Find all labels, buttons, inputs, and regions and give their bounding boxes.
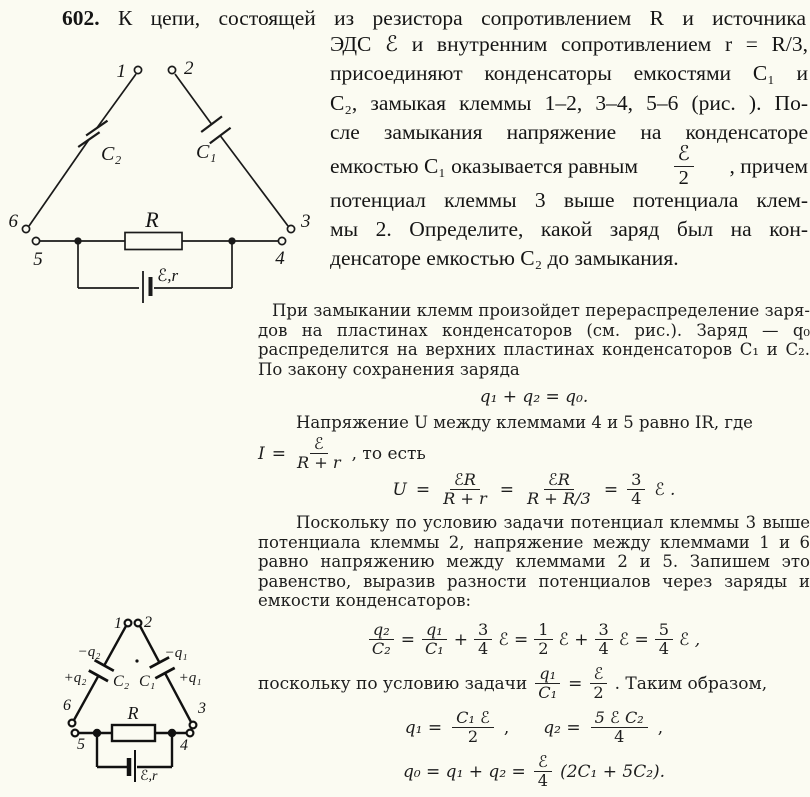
fraction-numerator: q₁ bbox=[535, 665, 560, 685]
wire bbox=[97, 74, 136, 128]
formula-tail: ℰ , bbox=[679, 629, 701, 650]
charges-result-formula bbox=[258, 705, 810, 751]
formula-lhs: U bbox=[392, 479, 407, 500]
fraction bbox=[595, 621, 613, 659]
fraction-denominator: 2 bbox=[678, 167, 689, 190]
problem-right-column bbox=[330, 30, 808, 274]
fraction-denominator: 4 bbox=[537, 771, 549, 791]
fraction-denominator: 2 bbox=[538, 639, 549, 659]
emf-label: ℰ,r bbox=[157, 266, 179, 285]
solution-line: равно напряжению между клеммами 2 и 5. Запишем это bbox=[258, 552, 810, 572]
fraction bbox=[452, 709, 494, 747]
problem-number: 602. bbox=[62, 6, 100, 30]
equals-sign: = bbox=[271, 443, 286, 464]
capacitor-c2-plate bbox=[95, 660, 114, 671]
fraction-numerator: ℰ bbox=[590, 665, 608, 685]
fraction-numerator: 1 bbox=[534, 621, 552, 641]
terminal-1-label: 1 bbox=[116, 61, 126, 82]
charge-plus-q1-label: +q₁ bbox=[178, 670, 202, 686]
terminal-3 bbox=[190, 722, 197, 729]
formula-pre: поскольку по условию задачи bbox=[258, 673, 528, 694]
fraction-numerator: 3 bbox=[627, 471, 645, 491]
solution-line: распределится на верхних пластинах конденсаторов C₁ и C₂. bbox=[258, 340, 810, 360]
wire bbox=[140, 626, 159, 663]
problem-line: C₂, замыкая клеммы 1–2, 3–4, 5–6 (рис. ). По- bbox=[330, 90, 808, 115]
junction-dot bbox=[75, 238, 81, 244]
fraction-denominator: 2 bbox=[593, 683, 604, 703]
fraction bbox=[368, 621, 395, 659]
open-circuit-labels bbox=[9, 58, 311, 285]
terminal-1 bbox=[125, 620, 132, 627]
terminal-3-label: 3 bbox=[198, 700, 206, 717]
formula-tail: (2C₁ + 5C₂). bbox=[560, 761, 666, 782]
potential-equality-formula bbox=[258, 617, 810, 663]
equals-sign: = bbox=[568, 673, 583, 694]
terminal-5 bbox=[32, 237, 39, 244]
terminal-6 bbox=[22, 225, 29, 232]
solution-line: При замыкании клемм произойдет перераспределение заря- bbox=[272, 301, 810, 320]
emf-label: ℰ,r bbox=[140, 769, 158, 784]
fraction bbox=[589, 665, 607, 703]
formula-tail: , bbox=[657, 717, 664, 738]
separator-comma: , bbox=[503, 717, 510, 738]
terminal-6 bbox=[69, 720, 76, 727]
terminal-4-label: 4 bbox=[180, 737, 188, 754]
formula-mid: ℰ + bbox=[558, 629, 589, 650]
fraction-numerator: ℰR bbox=[544, 471, 574, 491]
fraction bbox=[534, 621, 552, 659]
terminal-2 bbox=[135, 620, 142, 627]
formula-lhs: q₁ = bbox=[404, 717, 443, 738]
problem-line: присоединяют конденсаторы емкостями C₁ и bbox=[330, 61, 808, 86]
fraction-denominator: C₂ bbox=[371, 639, 391, 659]
resistor-box bbox=[125, 233, 182, 250]
wire bbox=[175, 74, 212, 124]
terminal-2-label: 2 bbox=[144, 614, 152, 631]
fraction-denominator: R + r bbox=[296, 453, 341, 473]
terminal-5-label: 5 bbox=[33, 249, 43, 270]
terminal-2 bbox=[168, 66, 175, 73]
equals-sign: = bbox=[603, 479, 619, 500]
formula-mid: ℰ = bbox=[618, 629, 649, 650]
fraction bbox=[439, 471, 491, 509]
equals-sign: = bbox=[415, 479, 431, 500]
terminal-4-label: 4 bbox=[275, 248, 285, 269]
formula-lhs: q₂ = bbox=[543, 717, 581, 738]
capacitor-c2-label: C₂ bbox=[113, 673, 130, 690]
problem-line: потенциал клеммы 3 выше потенциала клем- bbox=[330, 187, 808, 212]
fraction-numerator: ℰR bbox=[450, 471, 480, 491]
wire bbox=[220, 136, 288, 226]
emf-over-2-fraction bbox=[674, 143, 694, 191]
fraction bbox=[655, 621, 673, 659]
fraction bbox=[474, 621, 492, 659]
fraction bbox=[534, 665, 561, 703]
fraction-numerator: q₁ bbox=[422, 621, 447, 641]
fraction bbox=[293, 435, 345, 473]
wire bbox=[29, 140, 89, 226]
solution-column bbox=[258, 301, 810, 793]
fraction-numerator: ℰ bbox=[674, 143, 694, 167]
fraction-numerator: ℰ bbox=[310, 435, 328, 455]
problem-intro: К цепи, состоящей из резистора сопротивлением R и источника bbox=[117, 6, 807, 30]
fraction-denominator: 4 bbox=[478, 639, 489, 659]
fraction-numerator: C₁ ℰ bbox=[452, 709, 494, 729]
condition-formula-line bbox=[258, 663, 810, 705]
voltage-formula bbox=[258, 467, 810, 513]
fraction-denominator: C₁ bbox=[424, 639, 444, 659]
fraction-numerator: 3 bbox=[595, 621, 613, 641]
terminal-5-label: 5 bbox=[77, 736, 85, 753]
terminal-3-label: 3 bbox=[301, 211, 311, 232]
terminal-1 bbox=[134, 66, 141, 73]
terminal-1-label: 1 bbox=[114, 615, 122, 632]
fraction-numerator: ℰ bbox=[534, 753, 552, 773]
problem-fraction-line bbox=[330, 142, 808, 190]
terminal-6-label: 6 bbox=[63, 697, 71, 714]
closed-circuit-diagram bbox=[45, 598, 260, 797]
fraction-denominator: 2 bbox=[467, 727, 479, 747]
charge-plus-q2-label: +q₂ bbox=[63, 670, 87, 686]
fraction-denominator: R + r bbox=[443, 489, 487, 509]
fraction-denominator: 4 bbox=[598, 639, 609, 659]
fraction-numerator: 5 bbox=[655, 621, 673, 641]
capacitor-c1-label: C₁ bbox=[139, 673, 156, 690]
terminal-2-label: 2 bbox=[184, 58, 194, 79]
capacitor-c1-plate bbox=[155, 668, 174, 678]
open-circuit-diagram bbox=[0, 57, 322, 309]
formula-post: , то есть bbox=[351, 443, 426, 464]
junction-dot bbox=[94, 730, 100, 736]
capacitor-c2-label: C₂ bbox=[101, 143, 122, 165]
charge-minus-q1-label: −q₁ bbox=[164, 645, 188, 661]
terminal-4 bbox=[187, 730, 194, 737]
fraction bbox=[591, 709, 648, 747]
equals-sign: = bbox=[499, 479, 515, 500]
terminal-4 bbox=[278, 237, 285, 244]
solution-line: По закону сохранения заряда bbox=[258, 359, 520, 379]
fraction-line-pre: емкостью C₁ оказывается равным bbox=[330, 154, 638, 179]
resistor-box bbox=[112, 725, 155, 741]
problem-line: денсаторе емкостью C₂ до замыкания. bbox=[330, 246, 679, 271]
solution-line: емкости конденсаторов: bbox=[258, 591, 472, 611]
fraction-denominator: C₁ bbox=[538, 683, 558, 703]
terminal-3 bbox=[287, 225, 294, 232]
equals-sign: = bbox=[400, 629, 415, 650]
solution-line: потенциала клеммы 2, напряжение между клеммами 1 и 6 bbox=[258, 532, 810, 552]
solution-line: Поскольку по условию задачи потенциал клеммы 3 выше bbox=[296, 512, 810, 532]
fraction-numerator: 5 ℰ C₂ bbox=[591, 709, 648, 729]
fraction-denominator: 4 bbox=[614, 727, 625, 747]
formula-tail: ℰ . bbox=[654, 479, 676, 500]
problem-line: сле замыкания напряжение на конденсаторе bbox=[330, 120, 808, 145]
fraction-denominator: R + R/3 bbox=[527, 489, 591, 509]
solution-line: дов на пластинах конденсаторов (см. рис.). Заряд — q₀ bbox=[258, 320, 810, 340]
formula-post: . Таким образом, bbox=[614, 673, 768, 694]
total-charge-formula bbox=[258, 751, 810, 793]
fraction-denominator: 4 bbox=[658, 639, 670, 659]
junction-dot bbox=[169, 730, 175, 736]
capacitor-c1-label: C₁ bbox=[196, 141, 217, 163]
fraction-numerator: 3 bbox=[474, 621, 492, 641]
problem-line: ЭДС ℰ и внутренним сопротивлением r = R/3, bbox=[330, 32, 808, 56]
capacitor-c1-plate bbox=[201, 116, 222, 132]
capacitor-c2-plate bbox=[89, 671, 108, 682]
solution-line: равенство, выразив разности потенциалов через заряды и bbox=[258, 571, 810, 591]
fraction bbox=[627, 471, 645, 509]
fraction bbox=[421, 621, 448, 659]
formula-lhs: I bbox=[258, 443, 265, 464]
plus-sign: + bbox=[453, 629, 469, 650]
fraction-numerator: q₂ bbox=[369, 621, 394, 641]
problem-line: мы 2. Определите, какой заряд был на кон- bbox=[330, 216, 808, 241]
center-dot bbox=[135, 659, 138, 662]
terminal-6-label: 6 bbox=[8, 211, 18, 232]
charge-conservation-formula: q₁ + q₂ = q₀. bbox=[479, 387, 589, 408]
resistor-label: R bbox=[127, 703, 139, 723]
fraction bbox=[534, 753, 552, 791]
solution-line: Напряжение U между клеммами 4 и 5 равно IR, где bbox=[296, 413, 753, 433]
problem-heading bbox=[62, 4, 806, 32]
formula-mid: ℰ = bbox=[498, 629, 529, 650]
junction-dot bbox=[229, 238, 235, 244]
formula-lhs: q₀ = q₁ + q₂ = bbox=[402, 761, 526, 782]
fraction-denominator: 4 bbox=[631, 489, 642, 509]
fraction bbox=[523, 471, 595, 509]
charge-minus-q2-label: −q₂ bbox=[77, 644, 101, 660]
fraction-line-post: , причем bbox=[729, 154, 808, 179]
resistor-label: R bbox=[145, 207, 159, 232]
